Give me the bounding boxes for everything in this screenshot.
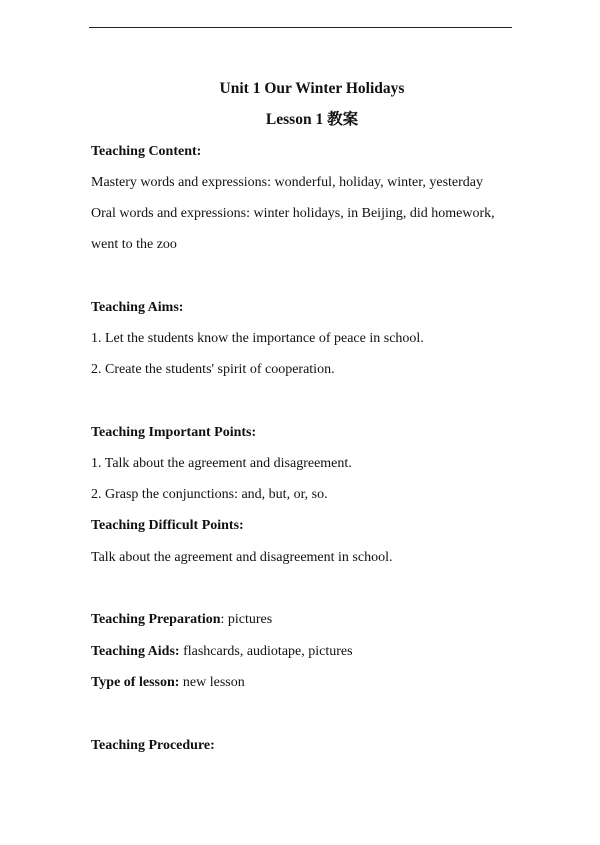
content-line-mastery: Mastery words and expressions: wonderful, holiday, winter, yesterday [91,175,483,190]
lesson-type-label: Type of lesson: [91,675,180,690]
teaching-content-heading: Teaching Content: [91,144,202,159]
teaching-aims-heading: Teaching Aims: [91,300,184,315]
important-points-item-1: 1. Talk about the agreement and disagreement. [91,456,352,471]
teaching-procedure-heading: Teaching Procedure: [91,738,215,753]
preparation-value: : pictures [220,612,273,627]
difficult-points-heading: Teaching Difficult Points: [91,518,244,533]
document-subtitle: Lesson 1 教案 [265,111,359,128]
preparation-label: Teaching Preparation [91,612,221,627]
important-points-item-2: 2. Grasp the conjunctions: and, but, or, so. [91,487,328,502]
difficult-points-text: Talk about the agreement and disagreement in school. [91,550,393,565]
lesson-type-value: new lesson [179,675,245,690]
document-title: Unit 1 Our Winter Holidays [219,80,405,97]
aids-value: flashcards, audiotape, pictures [179,644,353,659]
content-line-oral: Oral words and expressions: winter holidays, in Beijing, did homework, [91,206,495,221]
lesson-type-line [91,673,245,693]
aids-line [91,642,353,662]
header-rule [89,27,512,28]
aims-item-1: 1. Let the students know the importance of peace in school. [91,331,424,346]
preparation-line [91,610,272,630]
content-line-oral-continued: went to the zoo [91,237,177,252]
aims-item-2: 2. Create the students' spirit of cooperation. [91,362,335,377]
important-points-heading: Teaching Important Points: [91,425,257,440]
aids-label: Teaching Aids: [91,644,180,659]
